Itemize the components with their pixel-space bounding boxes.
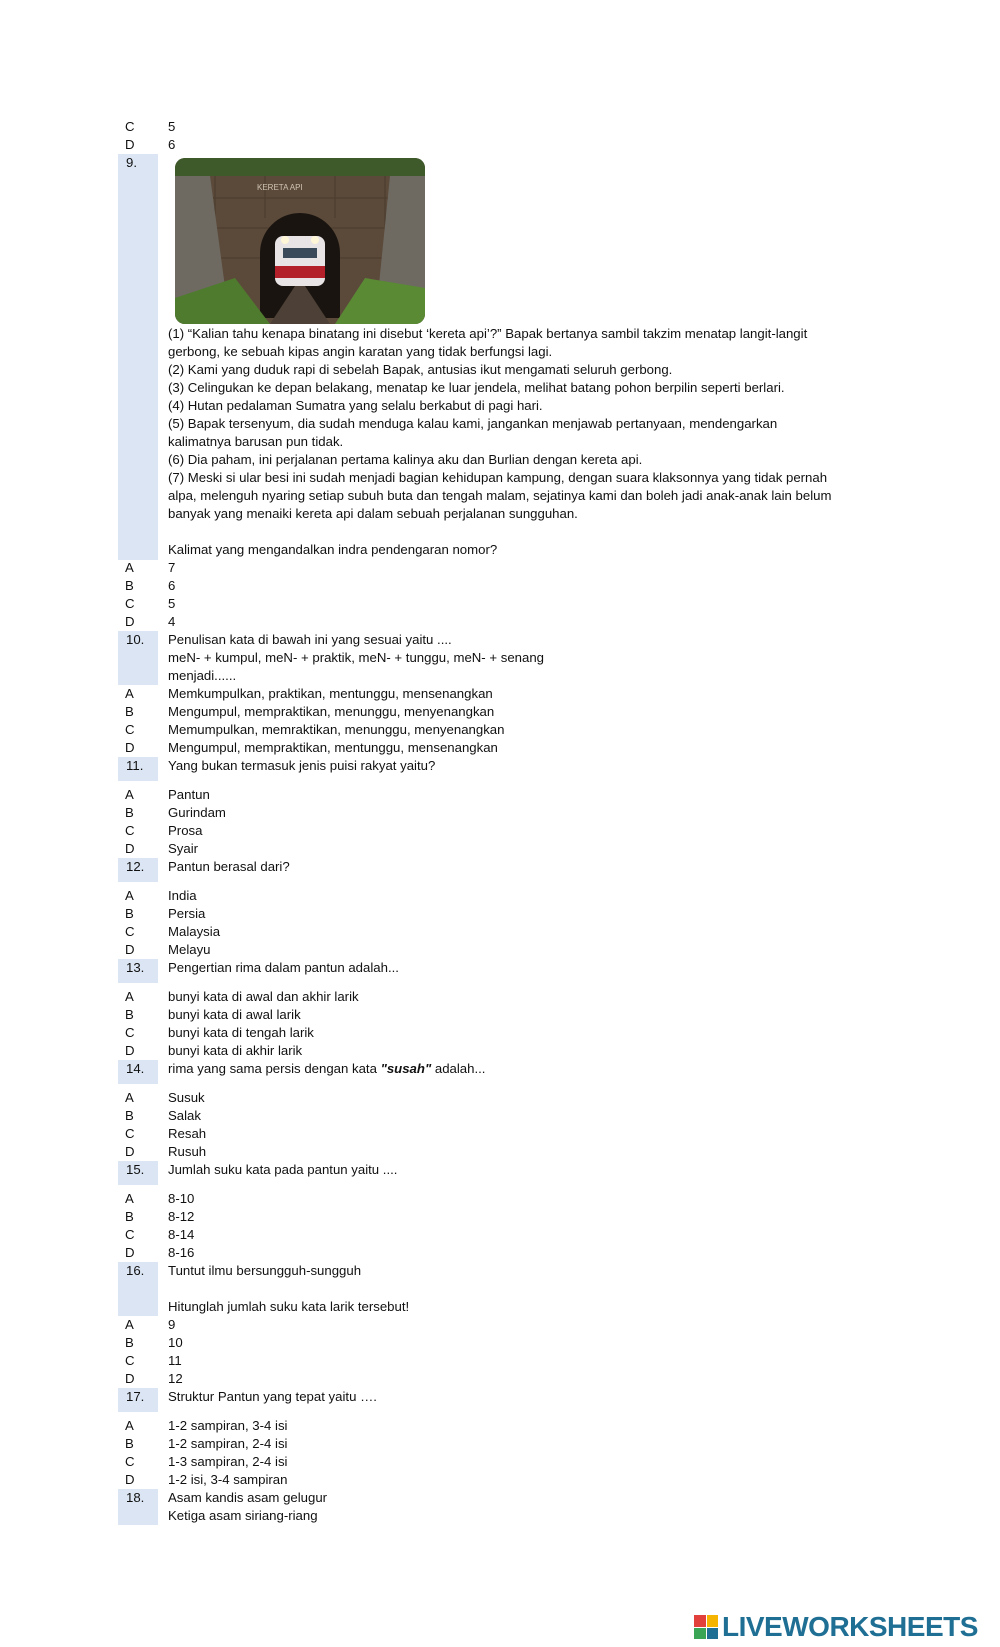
option-label: A (125, 1317, 134, 1332)
option-text[interactable]: 12 (168, 1371, 183, 1386)
question-number-cell (118, 757, 158, 781)
passage-line: (7) Meski si ular besi ini sudah menjadi bagian kehidupan kampung, dengan suara klaksonnya yang tidak pernah (168, 470, 828, 485)
option-text[interactable]: Gurindam (168, 805, 226, 820)
option-label: A (125, 1418, 134, 1433)
option-text[interactable]: 8-10 (168, 1191, 195, 1206)
question-number-cell (118, 1388, 158, 1412)
option-label: A (125, 787, 134, 802)
option-label: D (125, 1245, 135, 1260)
question-text: Hitunglah jumlah suku kata larik tersebut! (168, 1299, 410, 1314)
train-tunnel-image (175, 158, 425, 324)
passage-line: (3) Celingukan ke depan belakang, menatap ke luar jendela, melihat batang pohon berpilin seperti berlari. (168, 380, 785, 395)
option-label: D (125, 1371, 135, 1386)
question-text: menjadi...... (168, 668, 237, 683)
option-text[interactable]: bunyi kata di awal larik (168, 1007, 301, 1022)
question-text: Jumlah suku kata pada pantun yaitu .... (168, 1162, 398, 1177)
option-text[interactable]: bunyi kata di tengah larik (168, 1025, 314, 1040)
option-label: A (125, 989, 134, 1004)
option-text[interactable]: 4 (168, 614, 176, 629)
question-number: 16. (126, 1263, 145, 1278)
question-number: 9. (126, 155, 137, 170)
question-text: Tuntut ilmu bersungguh-sungguh (168, 1263, 362, 1278)
option-label: B (125, 1007, 134, 1022)
option-label: C (125, 1227, 135, 1242)
question-number: 10. (126, 632, 145, 647)
option-text[interactable]: Memkumpulkan, praktikan, mentunggu, mensenangkan (168, 686, 493, 701)
question-number: 17. (126, 1389, 145, 1404)
option-label: B (125, 1335, 134, 1350)
passage-line: (6) Dia paham, ini perjalanan pertama kalinya aku dan Burlian dengan kereta api. (168, 452, 643, 467)
question-number-cell (118, 959, 158, 983)
question-text: Penulisan kata di bawah ini yang sesuai yaitu .... (168, 632, 452, 647)
question-text: Asam kandis asam gelugur (168, 1490, 328, 1505)
train-tunnel-photo (175, 158, 425, 324)
option-label: A (125, 888, 134, 903)
option-label: A (125, 1090, 134, 1105)
question-number-cell (118, 1262, 158, 1316)
option-text[interactable]: Melayu (168, 942, 211, 957)
option-text: 6 (168, 137, 176, 152)
question-text: Yang bukan termasuk jenis puisi rakyat yaitu? (168, 758, 436, 773)
option-label: C (125, 119, 135, 134)
option-label: A (125, 686, 134, 701)
option-text[interactable]: India (168, 888, 197, 903)
option-label: C (125, 596, 135, 611)
option-label: C (125, 823, 135, 838)
option-text[interactable]: Pantun (168, 787, 210, 802)
option-text[interactable]: Salak (168, 1108, 201, 1123)
question-number: 15. (126, 1162, 145, 1177)
option-label: D (125, 841, 135, 856)
option-label: C (125, 924, 135, 939)
question-text: Struktur Pantun yang tepat yaitu …. (168, 1389, 377, 1404)
option-label: B (125, 1108, 134, 1123)
question-number-cell (118, 154, 158, 560)
option-label: B (125, 578, 134, 593)
option-label: B (125, 805, 134, 820)
option-text[interactable]: 1-2 isi, 3-4 sampiran (168, 1472, 288, 1487)
option-text[interactable]: 9 (168, 1317, 176, 1332)
option-text[interactable]: Malaysia (168, 924, 221, 939)
option-label: D (125, 1472, 135, 1487)
question-text: Kalimat yang mengandalkan indra pendengaran nomor? (168, 542, 498, 557)
question-text-post: adalah... (431, 1061, 486, 1076)
option-label: B (125, 1209, 134, 1224)
option-label: D (125, 942, 135, 957)
liveworksheets-logo (694, 1612, 978, 1642)
option-label: D (125, 1144, 135, 1159)
option-text[interactable]: Susuk (168, 1090, 205, 1105)
question-number: 11. (126, 758, 144, 773)
option-text[interactable]: Mengumpul, mempraktikan, mentunggu, mensenangkan (168, 740, 498, 755)
option-label: A (125, 1191, 134, 1206)
passage-line: (5) Bapak tersenyum, dia sudah menduga kalau kami, jangankan menjawab pertanyaan, mendengarkan (168, 416, 778, 431)
option-text[interactable]: 5 (168, 596, 176, 611)
option-text[interactable]: 8-16 (168, 1245, 195, 1260)
option-text[interactable]: 8-14 (168, 1227, 195, 1242)
brand-name: LIVEWORKSHEETS (722, 1611, 978, 1642)
option-label: B (125, 906, 134, 921)
question-text: Pantun berasal dari? (168, 859, 290, 874)
option-text[interactable]: Resah (168, 1126, 207, 1141)
option-label: D (125, 740, 135, 755)
question-emphasis: "susah" (380, 1061, 432, 1076)
option-text[interactable]: Rusuh (168, 1144, 207, 1159)
passage-line: banyak yang menaiki kereta api dalam sebuah perjalanan sungguhan. (168, 506, 578, 521)
option-text: 5 (168, 119, 176, 134)
option-label: C (125, 1454, 135, 1469)
passage-line: (4) Hutan pedalaman Sumatra yang selalu berkabut di pagi hari. (168, 398, 543, 413)
liveworksheets-mark-icon (694, 1615, 718, 1639)
option-label: C (125, 722, 135, 737)
option-text[interactable]: Mengumpul, mempraktikan, menunggu, menyenangkan (168, 704, 495, 719)
option-label: D (125, 1043, 135, 1058)
question-number-cell (118, 1161, 158, 1185)
question-text: Ketiga asam siriang-riang (168, 1508, 318, 1523)
question-number: 12. (126, 859, 145, 874)
option-text[interactable]: Persia (168, 906, 206, 921)
question-number: 18. (126, 1490, 145, 1505)
option-label: B (125, 1436, 134, 1451)
option-text[interactable]: 1-2 sampiran, 2-4 isi (168, 1436, 288, 1451)
option-text[interactable]: Memumpulkan, memraktikan, menunggu, menyenangkan (168, 722, 505, 737)
option-text[interactable]: 11 (168, 1353, 182, 1368)
question-number-cell (118, 631, 158, 685)
option-text[interactable]: 1-3 sampiran, 2-4 isi (168, 1454, 288, 1469)
passage-line: (2) Kami yang duduk rapi di sebelah Bapak, antusias ikut mengamati seluruh gerbong. (168, 362, 673, 377)
passage-line: (1) “Kalian tahu kenapa binatang ini disebut ‘kereta api’?” Bapak bertanya sambil takzim menatap langit-langit (168, 326, 808, 341)
option-text[interactable]: 8-12 (168, 1209, 195, 1224)
question-text: meN- + kumpul, meN- + praktik, meN- + tunggu, meN- + senang (168, 650, 544, 665)
question-number: 13. (126, 960, 145, 975)
option-text[interactable]: 10 (168, 1335, 183, 1350)
option-text[interactable]: bunyi kata di akhir larik (168, 1043, 303, 1058)
question-text: Pengertian rima dalam pantun adalah... (168, 960, 399, 975)
question-number-cell (118, 1489, 158, 1525)
question-text-pre: rima yang sama persis dengan kata (168, 1061, 381, 1076)
option-label: B (125, 704, 134, 719)
option-label: D (125, 614, 135, 629)
question-text (168, 1060, 485, 1078)
tunnel-sign: KERETA API (257, 183, 303, 192)
passage-line: alpa, melenguh nyaring setiap subuh buta dan tengah malam, sejatinya kami dan boleh jadi anak-anak lain belum (168, 488, 832, 503)
option-label: D (125, 137, 135, 152)
question-number-cell (118, 1060, 158, 1084)
option-text[interactable]: 7 (168, 560, 176, 575)
option-text[interactable]: bunyi kata di awal dan akhir larik (168, 989, 359, 1004)
question-number: 14. (126, 1061, 145, 1076)
option-label: A (125, 560, 134, 575)
option-text[interactable]: Prosa (168, 823, 203, 838)
option-label: C (125, 1126, 135, 1141)
option-label: C (125, 1025, 135, 1040)
option-text[interactable]: Syair (168, 841, 199, 856)
option-text[interactable]: 1-2 sampiran, 3-4 isi (168, 1418, 288, 1433)
option-text[interactable]: 6 (168, 578, 176, 593)
passage-line: gerbong, ke sebuah kipas angin karatan yang tidak berfungsi lagi. (168, 344, 553, 359)
option-label: C (125, 1353, 135, 1368)
passage-line: kalimatnya barusan pun tidak. (168, 434, 344, 449)
question-number-cell (118, 858, 158, 882)
